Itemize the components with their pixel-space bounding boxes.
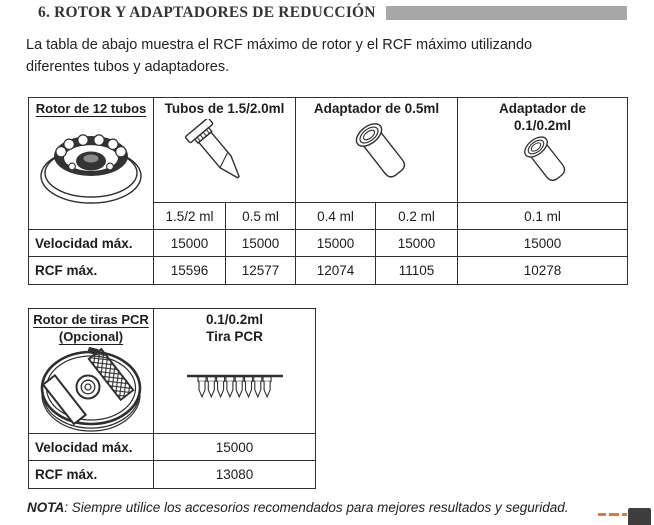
pcr-rotor-header-cell xyxy=(29,309,154,434)
pcr-rcf-value-cell: 13080 xyxy=(154,461,316,489)
pcr-strip-label-1: 0.1/0.2ml xyxy=(205,312,264,327)
pcr-speed-row-label: Velocidad máx. xyxy=(29,434,154,461)
rcf-value-cell: 12074 xyxy=(296,257,376,285)
pcr-rcf-row-label: RCF máx. xyxy=(29,461,154,489)
intro-line-2: diferentes tubos y adaptadores. xyxy=(26,59,230,75)
adapter-0-1-0-2ml-icon xyxy=(515,134,571,196)
rcf-value-cell: 10278 xyxy=(458,257,628,285)
intro-line-1: La tabla de abajo muestra el RCF máximo de rotor y el RCF máximo utilizando xyxy=(26,37,533,53)
pcr-speed-value-cell: 15000 xyxy=(154,434,316,461)
pcr-rotor-table xyxy=(28,308,316,489)
size-cell: 0.2 ml xyxy=(376,203,458,230)
adapter-0-5ml-icon xyxy=(345,119,409,197)
title-decoration-bar xyxy=(386,6,627,20)
size-cell: 0.1 ml xyxy=(458,203,628,230)
rotor-12-tubes-icon xyxy=(37,119,145,207)
section-title: 6. ROTOR Y ADAPTADORES DE REDUCCIÓN xyxy=(38,4,376,21)
speed-row-label: Velocidad máx. xyxy=(29,230,154,257)
pcr-strip-header-cell xyxy=(154,309,316,434)
pcr-8-tube-strip-icon xyxy=(185,371,285,413)
rcf-value-cell: 15596 xyxy=(154,257,226,285)
size-cell: 0.5 ml xyxy=(226,203,296,230)
size-cell: 1.5/2 ml xyxy=(154,203,226,230)
speed-value-cell: 15000 xyxy=(458,230,628,257)
adapter05-header-label: Adaptador de 0.5ml xyxy=(313,101,440,116)
adapter0102-header-label-2: 0.1/0.2ml xyxy=(513,118,572,133)
partial-logo-text xyxy=(598,513,627,516)
partial-logo-mark xyxy=(609,513,619,516)
adapter0102-header-cell xyxy=(458,98,628,203)
speed-value-cell: 15000 xyxy=(296,230,376,257)
pcr-rotor-label-2: (Opcional) xyxy=(58,329,124,344)
pcr-strip-rotor-icon xyxy=(39,347,143,433)
adapter0102-header-label-1: Adaptador de xyxy=(499,101,587,116)
note-label: NOTA xyxy=(27,500,65,515)
adapter05-header-cell xyxy=(296,98,458,203)
rcf-value-cell: 11105 xyxy=(376,257,458,285)
intro-paragraph xyxy=(26,34,532,78)
rotor-12-label: Rotor de 12 tubos xyxy=(35,101,147,116)
rotor-adapters-table xyxy=(28,97,628,285)
microcentrifuge-tube-icon xyxy=(167,119,282,201)
rcf-row-label: RCF máx. xyxy=(29,257,154,285)
speed-value-cell: 15000 xyxy=(154,230,226,257)
speed-value-cell: 15000 xyxy=(226,230,296,257)
pcr-rotor-label-1: Rotor de tiras PCR xyxy=(33,312,149,327)
note-line xyxy=(27,500,569,515)
tubes-header-label: Tubos de 1.5/2.0ml xyxy=(164,101,285,116)
size-cell: 0.4 ml xyxy=(296,203,376,230)
rotor-12-header-cell xyxy=(29,98,154,230)
note-text: : Siempre utilice los accesorios recomendados para mejores resultados y seguridad. xyxy=(64,500,569,515)
partial-logo-mark xyxy=(622,513,627,516)
partial-logo-badge xyxy=(628,508,651,525)
tubes-header-cell xyxy=(154,98,296,203)
speed-value-cell: 15000 xyxy=(376,230,458,257)
rcf-value-cell: 12577 xyxy=(226,257,296,285)
partial-logo-mark xyxy=(598,513,606,516)
pcr-strip-label-2: Tira PCR xyxy=(206,329,263,344)
